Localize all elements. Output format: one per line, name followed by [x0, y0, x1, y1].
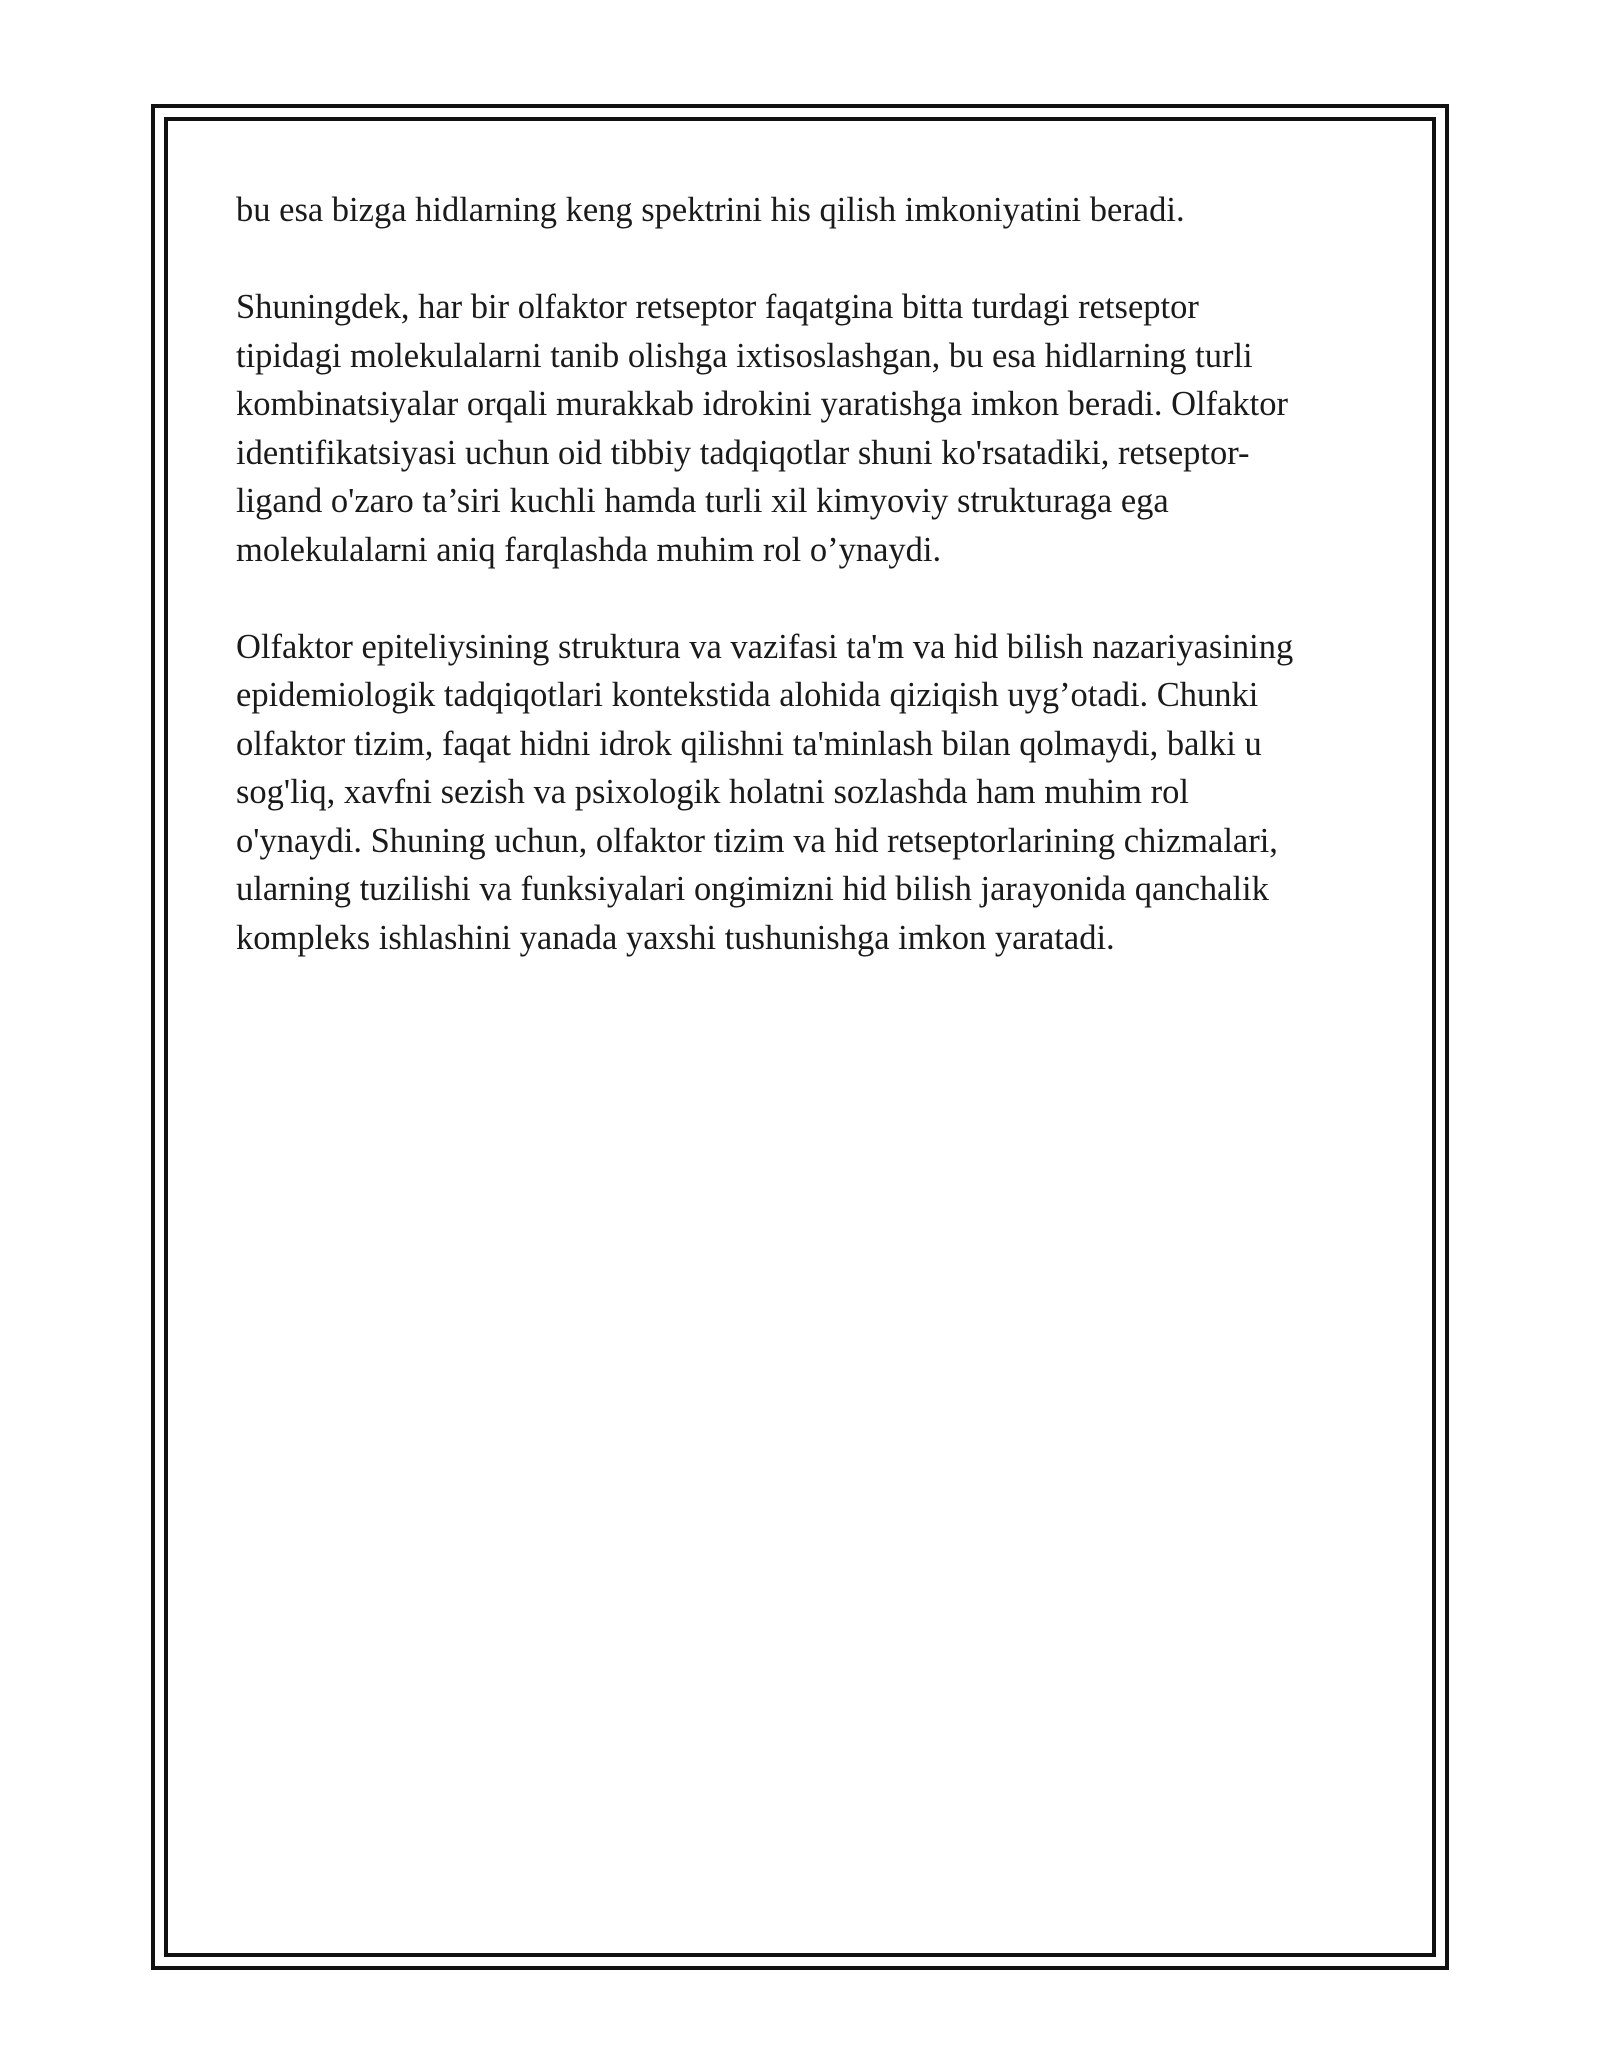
text-line: ligand o'zaro ta’siri kuchli hamda turli xil kimyoviy strukturaga ega: [236, 482, 1169, 520]
text-line: molekulalarni aniq farqlashda muhim rol o’ynaydi.: [236, 530, 942, 569]
text-line: kompleks ishlashini yanada yaxshi tushunishga imkon yaratadi.: [236, 918, 1115, 957]
text-line: o'ynaydi. Shuning uchun, olfaktor tizim va hid retseptorlarining chizmalari,: [236, 821, 1278, 860]
text-line: kombinatsiyalar orqali murakkab idrokini yaratishga imkon beradi. Olfaktor: [236, 385, 1288, 423]
text-line: olfaktor tizim, faqat hidni idrok qilishni ta'minlash bilan qolmaydi, balki u: [236, 724, 1262, 763]
paragraph-1: [236, 186, 1376, 235]
paragraph-2: [236, 283, 1376, 574]
text-line: tipidagi molekulalarni tanib olishga ixtisoslashgan, bu esa hidlarning turli: [236, 336, 1253, 375]
text-line: Shuningdek, har bir olfaktor retseptor faqatgina bitta turdagi retseptor: [236, 288, 1199, 326]
text-line: sog'liq, xavfni sezish va psixologik holatni sozlashda ham muhim rol: [236, 773, 1189, 811]
text-line: epidemiologik tadqiqotlari kontekstida alohida qiziqish uyg’otadi. Chunki: [236, 676, 1259, 714]
text-line: identifikatsiyasi uchun oid tibbiy tadqiqotlar shuni ko'rsatadiki, retseptor-: [236, 433, 1250, 472]
paragraph-3: [236, 623, 1376, 963]
text-line: ularning tuzilishi va funksiyalari ongimizni hid bilish jarayonida qanchalik: [236, 870, 1269, 908]
text-line: Olfaktor epiteliysining struktura va vazifasi ta'm va hid bilish nazariyasining: [236, 627, 1294, 666]
document-body: [236, 186, 1376, 1011]
text-line: bu esa bizga hidlarning keng spektrini his qilish imkoniyatini beradi.: [236, 191, 1185, 229]
